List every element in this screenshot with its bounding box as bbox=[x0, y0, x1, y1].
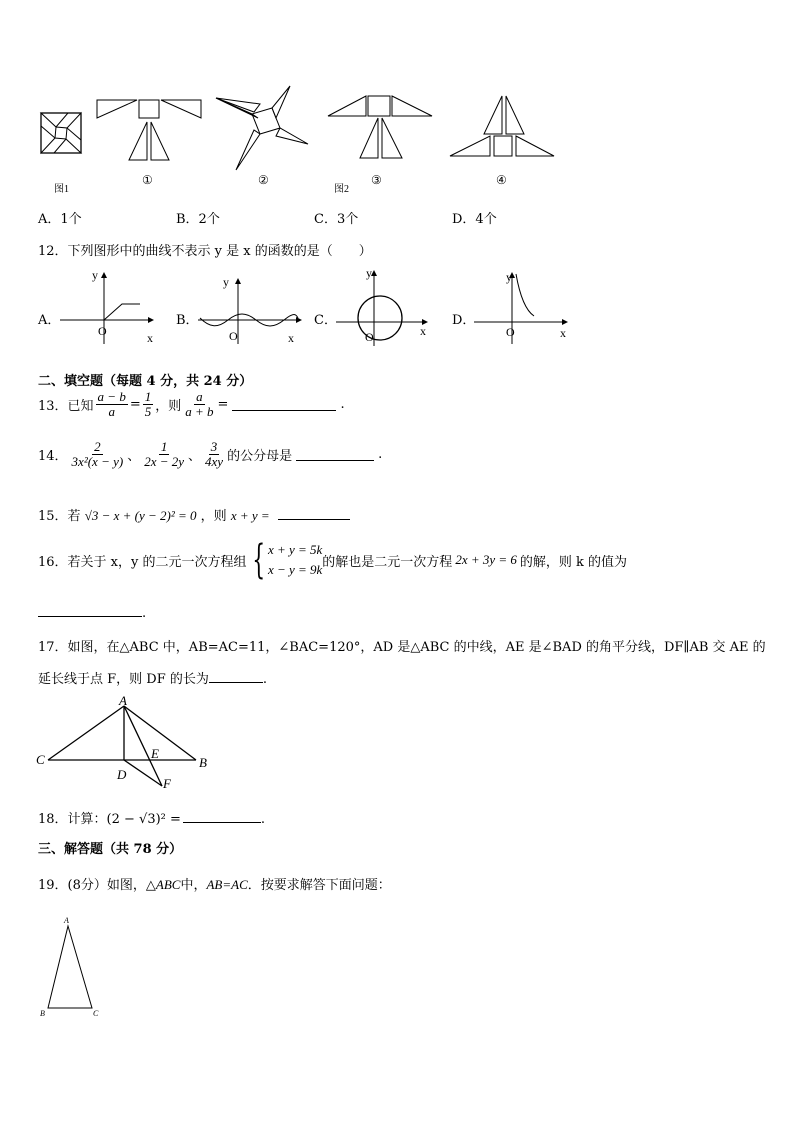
q14-frac1: $\frac{2}{\text{3x²(x − y)}}$ bbox=[71, 439, 124, 469]
q12d-y-label: y bbox=[506, 270, 512, 284]
q19-label-B: B bbox=[40, 1009, 45, 1018]
q14-frac3: $\frac{3}{4xy}$ bbox=[205, 439, 224, 469]
figure-1-pinwheel-square bbox=[40, 112, 84, 156]
q12a-y-label: y bbox=[92, 268, 98, 282]
option2-label: ② bbox=[258, 173, 269, 187]
q16: 16．若关于 x，y 的二元一次方程组 { x + y = 5k x − y = 9k 的解也是二元一次方程 2x + 3y = 6 的解，则 k 的值为 bbox=[38, 537, 628, 583]
q12-option-b[interactable]: B． bbox=[176, 313, 199, 328]
q17-label-F: F bbox=[163, 776, 171, 791]
q17-label-E: E bbox=[151, 746, 159, 761]
q12c-x-label: x bbox=[420, 324, 426, 338]
q15-expr2: x + y = bbox=[230, 508, 270, 523]
q16-answer-blank[interactable] bbox=[38, 604, 142, 617]
q12-graph-d bbox=[474, 270, 574, 346]
q18-answer-blank[interactable] bbox=[183, 810, 261, 823]
q12b-x-label: x bbox=[288, 331, 294, 345]
q13: 13．已知 $\frac{a - b}{a}$ = $\frac{1}{5}$ ，则 $\frac{a}{a + b}$ = . bbox=[38, 389, 345, 419]
q11-option-c[interactable]: C．3个 bbox=[314, 212, 359, 227]
q15-expr: √3 − x + (y − 2)² = 0 bbox=[84, 508, 197, 523]
q19-label-A: A bbox=[64, 916, 69, 925]
figure-option3 bbox=[326, 94, 436, 160]
q19-label-C: C bbox=[93, 1009, 99, 1018]
q19-triangle-figure bbox=[40, 918, 110, 1018]
q12b-y-label: y bbox=[223, 275, 229, 289]
q12-stem: 12．下列图形中的曲线不表示 y 是 x 的函数的是（ ） bbox=[38, 244, 372, 259]
q14: 14． $\frac{2}{\text{3x²(x − y)}}$ 、 $\frac{1}{2x - 2y}$ 、 $\frac{3}{4xy}$ 的公分母是 . bbox=[38, 439, 383, 469]
q12-graph-a bbox=[60, 270, 160, 346]
q17-line1: 17．如图，在△ABC 中，AB=AC=11，∠BAC=120°，AD 是△ABC 的中线，AE 是∠BAD 的角平分线，DF∥AB 交 AE 的 bbox=[38, 640, 766, 655]
q12b-origin: O bbox=[229, 329, 238, 343]
q17-label-D: D bbox=[117, 767, 127, 782]
q17-label-C: C bbox=[36, 752, 45, 767]
q12a-origin: O bbox=[98, 324, 107, 338]
q19-stem: 19．(8分）如图，△ABC中，AB=AC．按要求解答下面问题： bbox=[38, 877, 391, 893]
q13-frac1: $\frac{a - b}{a}$ bbox=[97, 389, 126, 419]
q17-answer-blank[interactable] bbox=[209, 670, 263, 683]
q12c-origin: O bbox=[365, 330, 374, 344]
q16-system: { x + y = 5k x − y = 9k bbox=[252, 537, 323, 583]
option1-label: ① bbox=[142, 173, 153, 187]
q15: 15．若 √3 − x + (y − 2)² = 0 ，则 x + y = bbox=[38, 505, 350, 524]
q17-line2: 延长线于点 F，则 DF 的长为 . bbox=[38, 672, 268, 687]
q12c-y-label: y bbox=[366, 266, 372, 280]
q12-option-d[interactable]: D． bbox=[452, 313, 476, 328]
fig1-label: 图1 bbox=[54, 184, 69, 195]
section2-title: 二、填空题（每题 4 分，共 24 分） bbox=[38, 374, 253, 389]
fig2-label: 图2 bbox=[334, 184, 349, 195]
q13-frac2: $\frac{1}{5}$ bbox=[144, 389, 152, 419]
q12d-origin: O bbox=[506, 325, 515, 339]
q11-option-d[interactable]: D．4个 bbox=[452, 212, 497, 227]
q13-answer-blank[interactable] bbox=[232, 398, 336, 411]
q12a-x-label: x bbox=[147, 331, 153, 345]
q14-num: 14． bbox=[38, 449, 68, 464]
q12-option-a[interactable]: A． bbox=[38, 313, 61, 328]
option4-label: ④ bbox=[496, 173, 507, 187]
q17-label-A: A bbox=[119, 693, 127, 708]
q14-frac2: $\frac{1}{2x - 2y}$ bbox=[144, 439, 185, 469]
q13-num: 13．已知 bbox=[38, 399, 94, 414]
q13-frac3: $\frac{a}{a + b}$ bbox=[185, 389, 214, 419]
q12-option-c[interactable]: C． bbox=[314, 313, 337, 328]
option3-label: ③ bbox=[371, 173, 382, 187]
figure-option2 bbox=[214, 84, 310, 174]
q16-answer-line: . bbox=[38, 604, 146, 621]
q18: 18．计算：(2 − √3)² = . bbox=[38, 812, 266, 827]
figure-option1 bbox=[95, 98, 205, 164]
q11-option-b[interactable]: B．2个 bbox=[176, 212, 220, 227]
q17-label-B: B bbox=[199, 755, 207, 770]
q15-answer-blank[interactable] bbox=[278, 507, 350, 520]
q12d-x-label: x bbox=[560, 326, 566, 340]
q11-option-a[interactable]: A．1个 bbox=[38, 212, 82, 227]
section3-title: 三、解答题（共 78 分） bbox=[38, 842, 183, 857]
figure-option4 bbox=[448, 94, 558, 160]
q14-answer-blank[interactable] bbox=[296, 448, 374, 461]
